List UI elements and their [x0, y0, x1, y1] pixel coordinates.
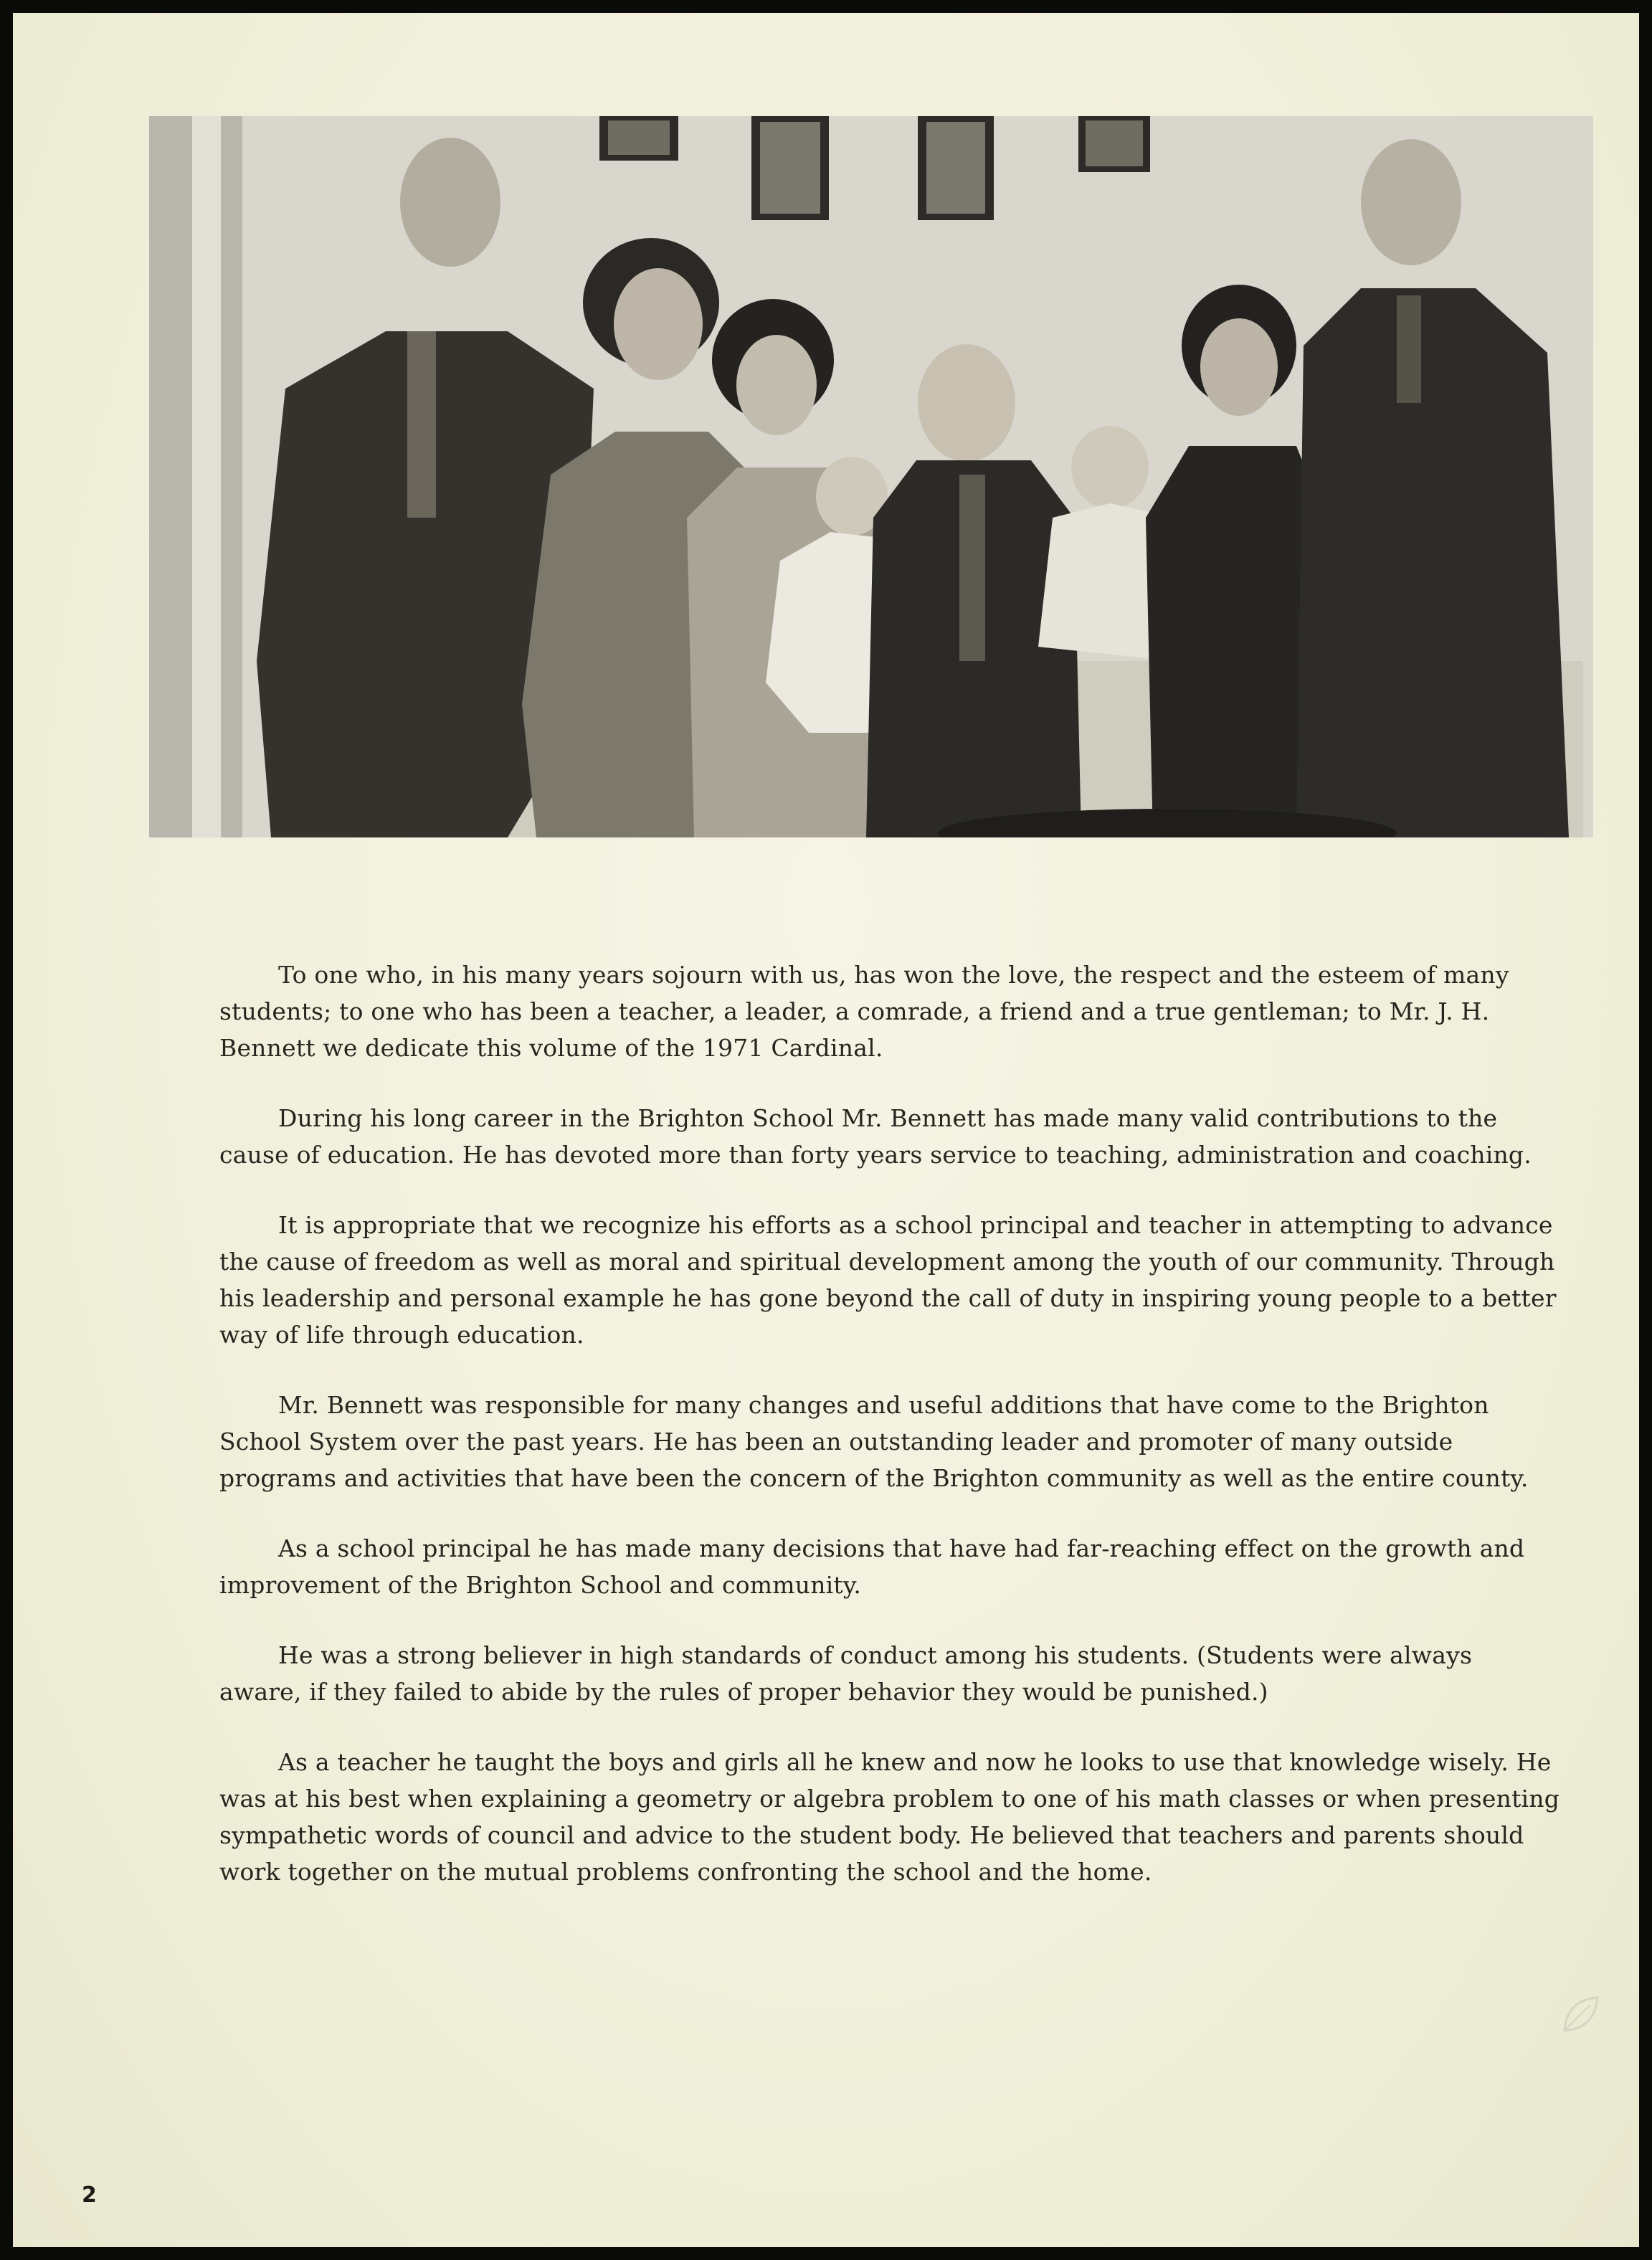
- paragraph: He was a strong believer in high standards of conduct among his students. (Students were always aware, if they failed to abide by the rules of proper behavior they would be punished.): [219, 1641, 1473, 1706]
- paragraph: As a school principal he has made many decisions that have had far-reaching effect on the growth and improvement of the Brighton School and community.: [219, 1534, 1525, 1599]
- paragraph: As a teacher he taught the boys and girls all he knew and now he looks to use that knowledge wisely. He was at his best when explaining a geometry or algebra problem to one of his math classes or when presenting sympathetic words of council and advice to the student body. He believed that teachers and parents should work together on the mutual problems confronting the school and the home.: [219, 1748, 1560, 1886]
- page-number: 2: [82, 2183, 97, 2208]
- paragraph: To one who, in his many years sojourn with us, has won the love, the respect and the esteem of many students; to one who has been a teacher, a leader, a comrade, a friend and a true gentleman; to Mr. J. H. Bennett we dedicate this volume of the 1971 Cardinal.: [219, 961, 1509, 1062]
- paragraph: It is appropriate that we recognize his efforts as a school principal and teacher in attempting to advance the cause of freedom as well as moral and spiritual development among the youth of our community. Through his leadership and personal example he has gone beyond the call of duty in inspiring young people to a better way of life through education.: [219, 1211, 1557, 1349]
- yearbook-page: [13, 13, 1639, 2247]
- paragraph: During his long career in the Brighton School Mr. Bennett has made many valid contributions to the cause of education. He has devoted more than forty years service to teaching, administration and coaching.: [219, 1104, 1532, 1169]
- paragraph: Mr. Bennett was responsible for many changes and useful additions that have come to the Brighton School System over the past years. He has been an outstanding leader and promoter of many outside programs and activities that have been the concern of the Brighton community as well as the entire county.: [219, 1391, 1529, 1492]
- family-photo-illustration: [149, 116, 1593, 837]
- leaf-watermark-icon: [1559, 1993, 1602, 2036]
- dedication-text: [219, 956, 1560, 1924]
- family-photo: [149, 116, 1593, 837]
